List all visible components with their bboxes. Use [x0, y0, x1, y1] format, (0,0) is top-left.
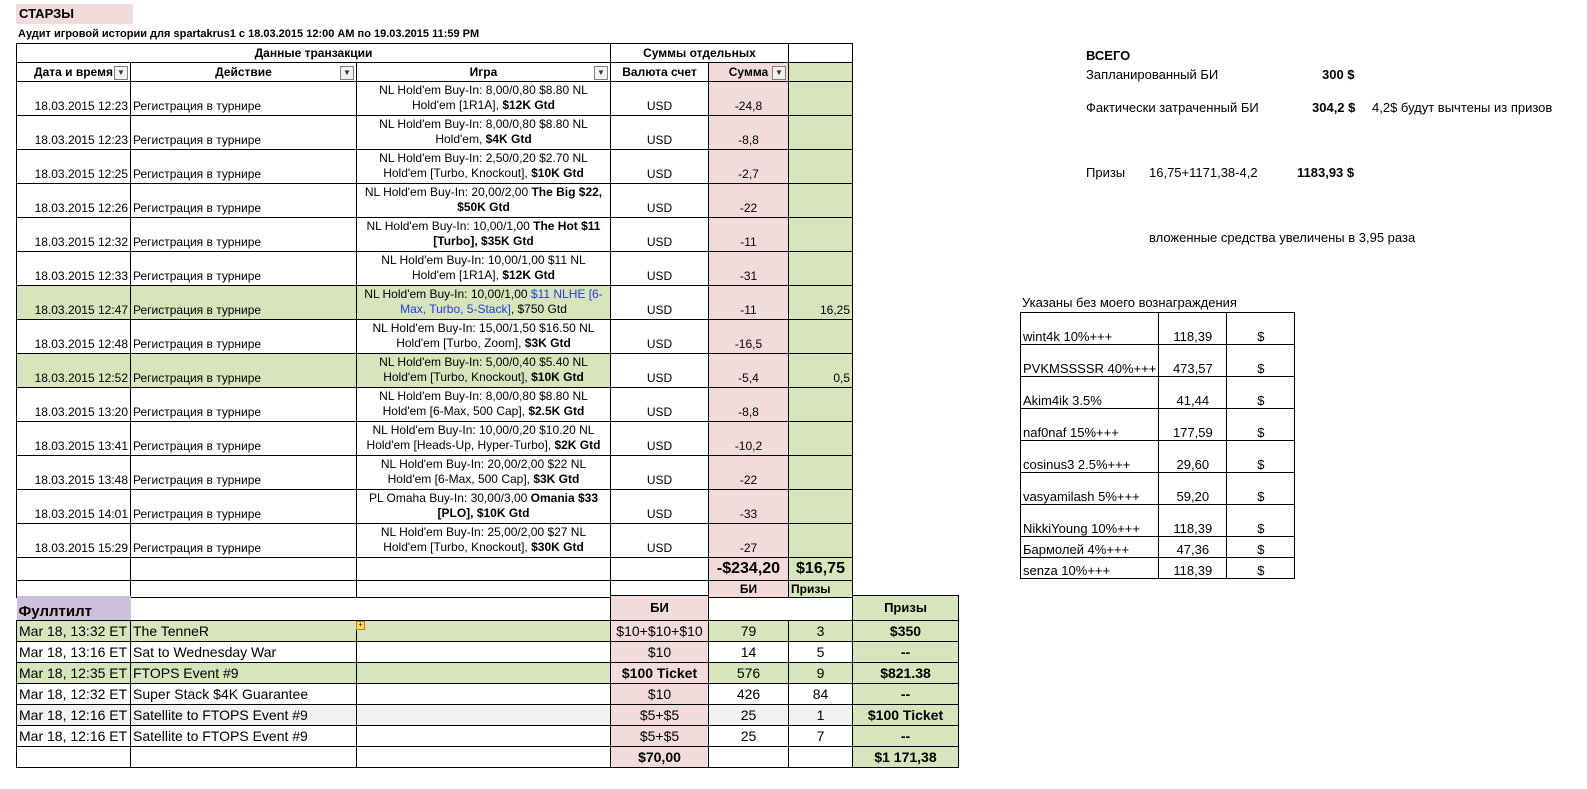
aff-amount: 118,39 — [1159, 505, 1227, 537]
fulltilt-table — [16, 595, 959, 768]
cell-game: NL Hold'em Buy-In: 10,00/1,00 $11 NLHE [6-Max, Turbo, 5-Stack], $750 Gtd — [357, 286, 611, 320]
ft-cell-date: Mar 18, 13:16 ET — [17, 641, 131, 662]
affiliates-table — [1020, 312, 1295, 579]
table-row — [17, 82, 853, 116]
cell-currency: USD — [611, 490, 709, 524]
table-row — [17, 320, 853, 354]
aff-currency: $ — [1227, 345, 1295, 377]
cell-game: NL Hold'em Buy-In: 2,50/0,20 $2.70 NL Hold'em [Turbo, Knockout], $10K Gtd — [357, 150, 611, 184]
list-item — [1021, 441, 1295, 473]
ft-cell-prize: -- — [853, 725, 959, 746]
col-header-currency[interactable]: Валюта счет — [611, 63, 709, 82]
cell-date: 18.03.2015 12:23 — [17, 82, 131, 116]
table-row — [17, 116, 853, 150]
table-row — [17, 456, 853, 490]
aff-amount: 29,60 — [1159, 441, 1227, 473]
cell-amount: -11 — [709, 286, 789, 320]
table-row — [17, 620, 959, 641]
cell-action: Регистрация в турнире — [131, 422, 357, 456]
cell-date: 18.03.2015 12:26 — [17, 184, 131, 218]
aff-name: cosinus3 2.5%+++ — [1021, 441, 1159, 473]
prizes-label: Призы — [1086, 165, 1126, 180]
cell-currency: USD — [611, 184, 709, 218]
cell-prize — [789, 490, 853, 524]
cell-prize: 0,5 — [789, 354, 853, 388]
cell-currency: USD — [611, 524, 709, 558]
aff-amount: 473,57 — [1159, 345, 1227, 377]
ft-cell-place: 3 — [789, 620, 853, 641]
cell-amount: -22 — [709, 456, 789, 490]
cell-currency: USD — [611, 422, 709, 456]
actual-note: 4,2$ будут вычтены из призов — [1372, 100, 1553, 115]
cell-prize — [789, 422, 853, 456]
cell-currency: USD — [611, 354, 709, 388]
cell-currency: USD — [611, 388, 709, 422]
ft-cell-bi: $10+$10+$10 — [611, 620, 709, 641]
ft-cell-name: FTOPS Event #9 — [131, 662, 357, 683]
table-row — [17, 683, 959, 704]
cell-action: Регистрация в турнире — [131, 218, 357, 252]
ft-cell-date: Mar 18, 12:16 ET — [17, 704, 131, 725]
label-prizes: Призы — [789, 581, 853, 598]
ft-cell-players: 576 — [709, 662, 789, 683]
aff-currency: $ — [1227, 505, 1295, 537]
planned-value: 300 $ — [1322, 67, 1355, 82]
ft-cell-place: 7 — [789, 725, 853, 746]
cell-action: Регистрация в турнире — [131, 116, 357, 150]
cell-amount: -16,5 — [709, 320, 789, 354]
total-amount: -$234,20 — [709, 558, 789, 581]
list-item — [1021, 537, 1295, 558]
filter-dropdown-icon[interactable]: ▼ — [772, 66, 786, 80]
col-header-game[interactable]: Игра ▼ — [357, 63, 611, 82]
cell-date: 18.03.2015 12:48 — [17, 320, 131, 354]
cell-amount: -11 — [709, 218, 789, 252]
ft-head-bi: БИ — [611, 596, 709, 621]
aff-amount: 47,36 — [1159, 537, 1227, 558]
cell-action: Регистрация в турнире — [131, 286, 357, 320]
cell-prize — [789, 456, 853, 490]
aff-currency: $ — [1227, 537, 1295, 558]
cell-date: 18.03.2015 12:52 — [17, 354, 131, 388]
cell-date: 18.03.2015 15:29 — [17, 524, 131, 558]
aff-name: NikkiYoung 10%+++ — [1021, 505, 1159, 537]
cell-action: Регистрация в турнире — [131, 388, 357, 422]
ft-cell-prize: $350 — [853, 620, 959, 641]
aff-name: wint4k 10%+++ — [1021, 313, 1159, 345]
cell-date: 18.03.2015 13:20 — [17, 388, 131, 422]
ft-cell-date: Mar 18, 12:35 ET — [17, 662, 131, 683]
cell-game: NL Hold'em Buy-In: 15,00/1,50 $16.50 NL Hold'em [Turbo, Zoom], $3K Gtd — [357, 320, 611, 354]
section-title: СТАРЗЫ — [16, 4, 133, 24]
cell-action: Регистрация в турнире — [131, 184, 357, 218]
list-item — [1021, 473, 1295, 505]
ft-cell-bi: $5+$5 — [611, 704, 709, 725]
planned-label: Запланированный БИ — [1086, 67, 1219, 82]
cell-date: 18.03.2015 12:23 — [17, 116, 131, 150]
ft-cell-players: 14 — [709, 641, 789, 662]
aff-currency: $ — [1227, 409, 1295, 441]
group-header-transaction: Данные транзакции — [17, 44, 611, 63]
label-bi: БИ — [709, 581, 789, 598]
cell-amount: -22 — [709, 184, 789, 218]
cell-prize — [789, 116, 853, 150]
cell-amount: -24,8 — [709, 82, 789, 116]
aff-name: PVKMSSSSR 40%+++ — [1021, 345, 1159, 377]
aff-currency: $ — [1227, 313, 1295, 345]
ft-cell-prize: $821.38 — [853, 662, 959, 683]
aff-name: senza 10%+++ — [1021, 558, 1159, 579]
aff-amount: 177,59 — [1159, 409, 1227, 441]
table-row — [17, 286, 853, 320]
stars-transactions-table — [16, 43, 853, 598]
cell-amount: -10,2 — [709, 422, 789, 456]
cell-currency: USD — [611, 150, 709, 184]
cell-game: NL Hold'em Buy-In: 8,00/0,80 $8.80 NL Hold'em [6-Max, 500 Cap], $2.5K Gtd — [357, 388, 611, 422]
cell-action: Регистрация в турнире — [131, 524, 357, 558]
ft-cell-name: Sat to Wednesday War — [131, 641, 357, 662]
aff-currency: $ — [1227, 441, 1295, 473]
table-row — [17, 422, 853, 456]
list-item — [1021, 409, 1295, 441]
cell-action: Регистрация в турнире — [131, 456, 357, 490]
cell-currency: USD — [611, 320, 709, 354]
cell-game: NL Hold'em Buy-In: 10,00/0,20 $10.20 NL Hold'em [Heads-Up, Hyper-Turbo], $2K Gtd — [357, 422, 611, 456]
ft-cell-name: The TenneR — [131, 620, 357, 641]
cell-action: Регистрация в турнире — [131, 150, 357, 184]
aff-amount: 118,39 — [1159, 313, 1227, 345]
cell-date: 18.03.2015 13:48 — [17, 456, 131, 490]
cell-prize: 16,25 — [789, 286, 853, 320]
cell-amount: -5,4 — [709, 354, 789, 388]
cell-prize — [789, 184, 853, 218]
cell-date: 18.03.2015 13:41 — [17, 422, 131, 456]
ft-total-prizes: $1 171,38 — [853, 746, 959, 767]
ft-cell-prize: $100 Ticket — [853, 704, 959, 725]
col-header-amount[interactable]: Сумма ▼ — [709, 63, 789, 82]
list-item — [1021, 558, 1295, 579]
cell-prize — [789, 252, 853, 286]
cell-game: NL Hold'em Buy-In: 5,00/0,40 $5.40 NL Hold'em [Turbo, Knockout], $10K Gtd — [357, 354, 611, 388]
table-row — [17, 704, 959, 725]
ft-head-prizes: Призы — [853, 596, 959, 621]
cell-action: Регистрация в турнире — [131, 354, 357, 388]
ft-cell-date: Mar 18, 12:32 ET — [17, 683, 131, 704]
list-item — [1021, 313, 1295, 345]
total-prize: $16,75 — [789, 558, 853, 581]
actual-value: 304,2 $ — [1312, 100, 1356, 115]
cell-date: 18.03.2015 12:33 — [17, 252, 131, 286]
cell-game: NL Hold'em Buy-In: 8,00/0,80 $8.80 NL Hold'em, $4K Gtd — [357, 116, 611, 150]
cell-game: PL Omaha Buy-In: 30,00/3,00 Omania $33 [PLO], $10K Gtd — [357, 490, 611, 524]
cell-comment-marker-icon[interactable]: + — [356, 621, 365, 630]
ft-cell-place: 5 — [789, 641, 853, 662]
ft-cell-bi: $10 — [611, 641, 709, 662]
table-row — [17, 184, 853, 218]
table-row — [17, 354, 853, 388]
actual-label: Фактически затраченный БИ — [1086, 100, 1259, 115]
cell-game: NL Hold'em Buy-In: 25,00/2,00 $27 NL Hold'em [Turbo, Knockout], $30K Gtd — [357, 524, 611, 558]
aff-name: Бармолей 4%+++ — [1021, 537, 1159, 558]
aff-name: naf0naf 15%+++ — [1021, 409, 1159, 441]
aff-amount: 59,20 — [1159, 473, 1227, 505]
table-row — [17, 524, 853, 558]
list-item — [1021, 345, 1295, 377]
ft-cell-prize: -- — [853, 641, 959, 662]
col-header-action[interactable]: Действие ▼ — [131, 63, 357, 82]
cell-prize — [789, 524, 853, 558]
aff-name: Akim4ik 3.5% — [1021, 377, 1159, 409]
cell-currency: USD — [611, 116, 709, 150]
cell-prize — [789, 82, 853, 116]
table-row — [17, 252, 853, 286]
cell-amount: -8,8 — [709, 116, 789, 150]
cell-amount: -31 — [709, 252, 789, 286]
cell-action: Регистрация в турнире — [131, 82, 357, 116]
ft-cell-bi: $10 — [611, 683, 709, 704]
ft-cell-name: Satellite to FTOPS Event #9 — [131, 704, 357, 725]
aff-amount: 41,44 — [1159, 377, 1227, 409]
filter-dropdown-icon[interactable]: ▼ — [340, 66, 354, 80]
fulltilt-title: Фуллтилт — [17, 596, 131, 621]
prizes-formula: 16,75+1171,38-4,2 — [1149, 165, 1258, 180]
ft-cell-place: 1 — [789, 704, 853, 725]
ft-cell-place: 84 — [789, 683, 853, 704]
table-row — [17, 662, 959, 683]
ft-cell-name: Satellite to FTOPS Event #9 — [131, 725, 357, 746]
cell-prize — [789, 150, 853, 184]
aff-currency: $ — [1227, 377, 1295, 409]
cell-date: 18.03.2015 12:25 — [17, 150, 131, 184]
table-row — [17, 388, 853, 422]
ft-cell-date: Mar 18, 13:32 ET — [17, 620, 131, 641]
increase-note: вложенные средства увеличены в 3,95 раза — [1149, 230, 1416, 245]
cell-amount: -8,8 — [709, 388, 789, 422]
cell-currency: USD — [611, 82, 709, 116]
summary-title: ВСЕГО — [1086, 48, 1131, 63]
audit-title: Аудит игровой истории для spartakrus1 с 18.03.2015 12:00 AM по 19.03.2015 11:59 PM — [18, 28, 480, 40]
ft-cell-date: Mar 18, 12:16 ET — [17, 725, 131, 746]
cell-action: Регистрация в турнире — [131, 252, 357, 286]
cell-amount: -27 — [709, 524, 789, 558]
cell-game: NL Hold'em Buy-In: 20,00/2,00 $22 NL Hold'em [6-Max, 500 Cap], $3K Gtd — [357, 456, 611, 490]
aff-amount: 118,39 — [1159, 558, 1227, 579]
cell-game: NL Hold'em Buy-In: 20,00/2,00 The Big $22, $50K Gtd — [357, 184, 611, 218]
cell-prize — [789, 320, 853, 354]
list-item — [1021, 505, 1295, 537]
list-item — [1021, 377, 1295, 409]
aff-currency: $ — [1227, 558, 1295, 579]
ft-cell-players: 25 — [709, 725, 789, 746]
cell-date: 18.03.2015 12:32 — [17, 218, 131, 252]
cell-amount: -33 — [709, 490, 789, 524]
col-header-date[interactable]: Дата и время ▼ — [17, 63, 131, 82]
filter-dropdown-icon[interactable]: ▼ — [594, 66, 608, 80]
filter-dropdown-icon[interactable]: ▼ — [114, 66, 128, 80]
table-row — [17, 218, 853, 252]
cell-game: NL Hold'em Buy-In: 10,00/1,00 The Hot $11 [Turbo], $35K Gtd — [357, 218, 611, 252]
ft-cell-prize: -- — [853, 683, 959, 704]
ft-cell-bi: $100 Ticket — [611, 662, 709, 683]
table-row — [17, 725, 959, 746]
cell-prize — [789, 218, 853, 252]
cell-action: Регистрация в турнире — [131, 490, 357, 524]
cell-currency: USD — [611, 252, 709, 286]
ft-total-bi: $70,00 — [611, 746, 709, 767]
cell-game: NL Hold'em Buy-In: 10,00/1,00 $11 NL Hold'em [1R1A], $12K Gtd — [357, 252, 611, 286]
affiliates-title: Указаны без моего вознаграждения — [1022, 295, 1237, 310]
cell-amount: -2,7 — [709, 150, 789, 184]
cell-currency: USD — [611, 286, 709, 320]
prizes-value: 1183,93 $ — [1297, 165, 1355, 180]
table-row — [17, 641, 959, 662]
ft-cell-players: 79 — [709, 620, 789, 641]
ft-cell-bi: $5+$5 — [611, 725, 709, 746]
table-row — [17, 490, 853, 524]
group-header-amounts: Суммы отдельных — [611, 44, 789, 63]
aff-currency: $ — [1227, 473, 1295, 505]
cell-currency: USD — [611, 218, 709, 252]
cell-prize — [789, 388, 853, 422]
table-row — [17, 150, 853, 184]
cell-currency: USD — [611, 456, 709, 490]
cell-date: 18.03.2015 12:47 — [17, 286, 131, 320]
aff-name: vasyamilash 5%+++ — [1021, 473, 1159, 505]
ft-cell-place: 9 — [789, 662, 853, 683]
cell-action: Регистрация в турнире — [131, 320, 357, 354]
ft-cell-name: Super Stack $4K Guarantee — [131, 683, 357, 704]
cell-date: 18.03.2015 14:01 — [17, 490, 131, 524]
ft-cell-players: 426 — [709, 683, 789, 704]
ft-cell-players: 25 — [709, 704, 789, 725]
cell-game: NL Hold'em Buy-In: 8,00/0,80 $8.80 NL Hold'em [1R1A], $12K Gtd — [357, 82, 611, 116]
